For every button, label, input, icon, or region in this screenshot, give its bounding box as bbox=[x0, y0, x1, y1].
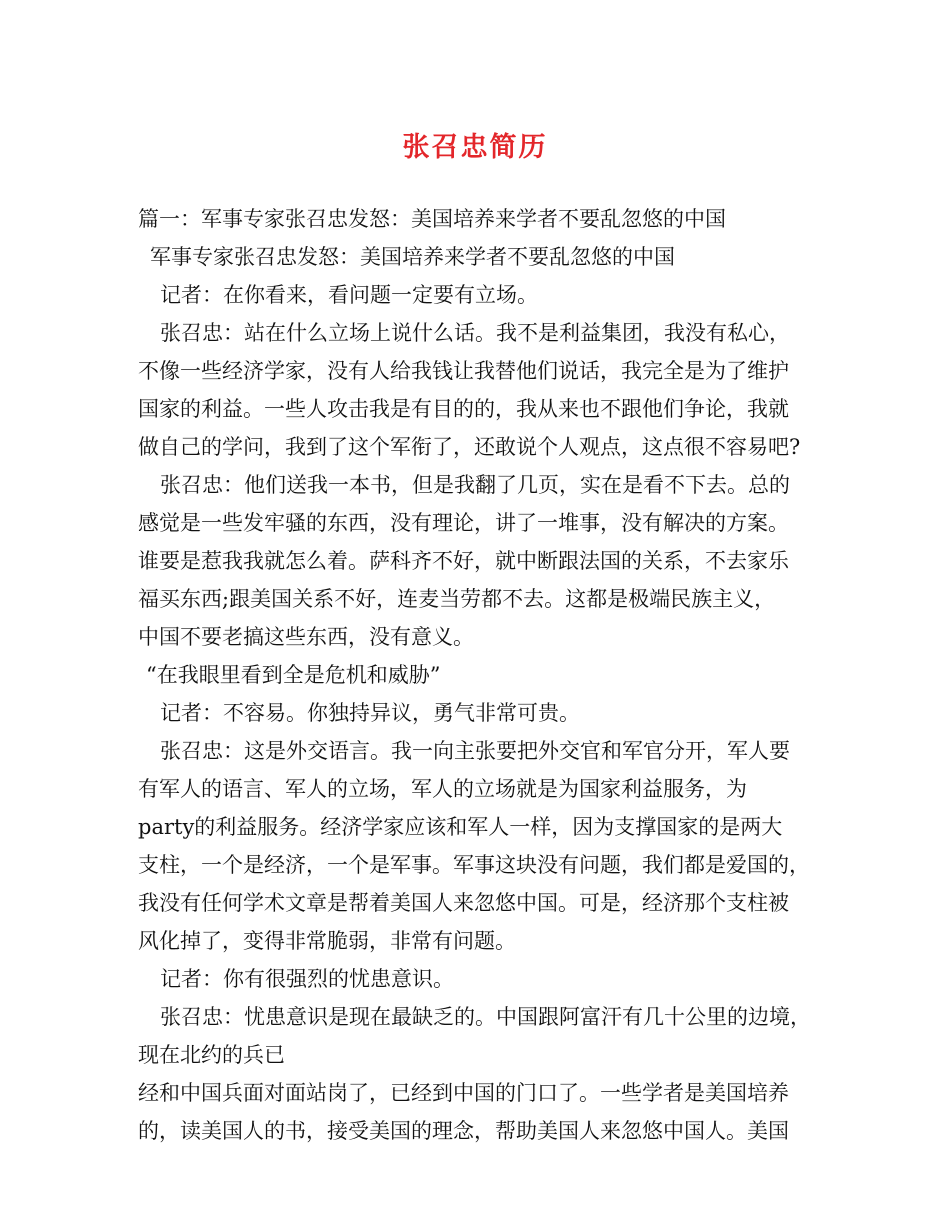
text-line: 记者：在你看来，看问题一定要有立场。 bbox=[160, 283, 538, 307]
text-line: 不像一些经济学家，没有人给我钱让我替他们说话，我完全是为了维护 bbox=[138, 359, 789, 383]
text-line: 张召忠：忧患意识是现在最缺乏的。中国跟阿富汗有几十公里的边境， bbox=[160, 1005, 811, 1029]
text-line: 风化掉了，变得非常脆弱，非常有问题。 bbox=[138, 929, 516, 953]
text-line: 国家的利益。一些人攻击我是有目的的，我从来也不跟他们争论，我就 bbox=[138, 397, 789, 421]
text-line: 感觉是一些发牢骚的东西，没有理论，讲了一堆事，没有解决的方案。 bbox=[138, 511, 789, 535]
text-line: 我没有任何学术文章是帮着美国人来忽悠中国。可是，经济那个支柱被 bbox=[138, 891, 789, 915]
text-line: 军事专家张召忠发怒：美国培养来学者不要乱忽悠的中国 bbox=[150, 245, 675, 269]
document-title: 张召忠简历 bbox=[402, 132, 548, 163]
text-line: “在我眼里看到全是危机和威胁” bbox=[146, 663, 441, 687]
text-line: 福买东西;跟美国关系不好，连麦当劳都不去。这都是极端民族主义， bbox=[138, 587, 776, 611]
text-line: 篇一：军事专家张召忠发怒：美国培养来学者不要乱忽悠的中国 bbox=[138, 207, 726, 231]
text-line: 张召忠：站在什么立场上说什么话。我不是利益集团，我没有私心， bbox=[160, 321, 790, 345]
document-body bbox=[138, 200, 818, 1150]
text-line: 做自己的学问，我到了这个军衔了，还敢说个人观点，这点很不容易吧? bbox=[138, 435, 801, 459]
text-line: 有军人的语言、军人的立场，军人的立场就是为国家利益服务，为 bbox=[138, 777, 747, 801]
text-line: 记者：你有很强烈的忧患意识。 bbox=[160, 967, 454, 991]
text-line: 现在北约的兵已 bbox=[138, 1043, 285, 1067]
text-line: 中国不要老搞这些东西，没有意义。 bbox=[138, 625, 474, 649]
text-line: party的利益服务。经济学家应该和军人一样，因为支撑国家的是两大 bbox=[138, 815, 783, 839]
text-line: 经和中国兵面对面站岗了，已经到中国的门口了。一些学者是美国培养 bbox=[138, 1081, 789, 1105]
text-line: 支柱，一个是经济，一个是军事。军事这块没有问题，我们都是爱国的， bbox=[138, 853, 810, 877]
text-line: 的，读美国人的书，接受美国的理念，帮助美国人来忽悠中国人。美国 bbox=[138, 1119, 789, 1143]
text-line: 张召忠：他们送我一本书，但是我翻了几页，实在是看不下去。总的 bbox=[160, 473, 790, 497]
text-line: 张召忠：这是外交语言。我一向主张要把外交官和军官分开，军人要 bbox=[160, 739, 790, 763]
text-line: 记者：不容易。你独持异议，勇气非常可贵。 bbox=[160, 701, 580, 725]
text-line: 谁要是惹我我就怎么着。萨科齐不好，就中断跟法国的关系，不去家乐 bbox=[138, 549, 789, 573]
